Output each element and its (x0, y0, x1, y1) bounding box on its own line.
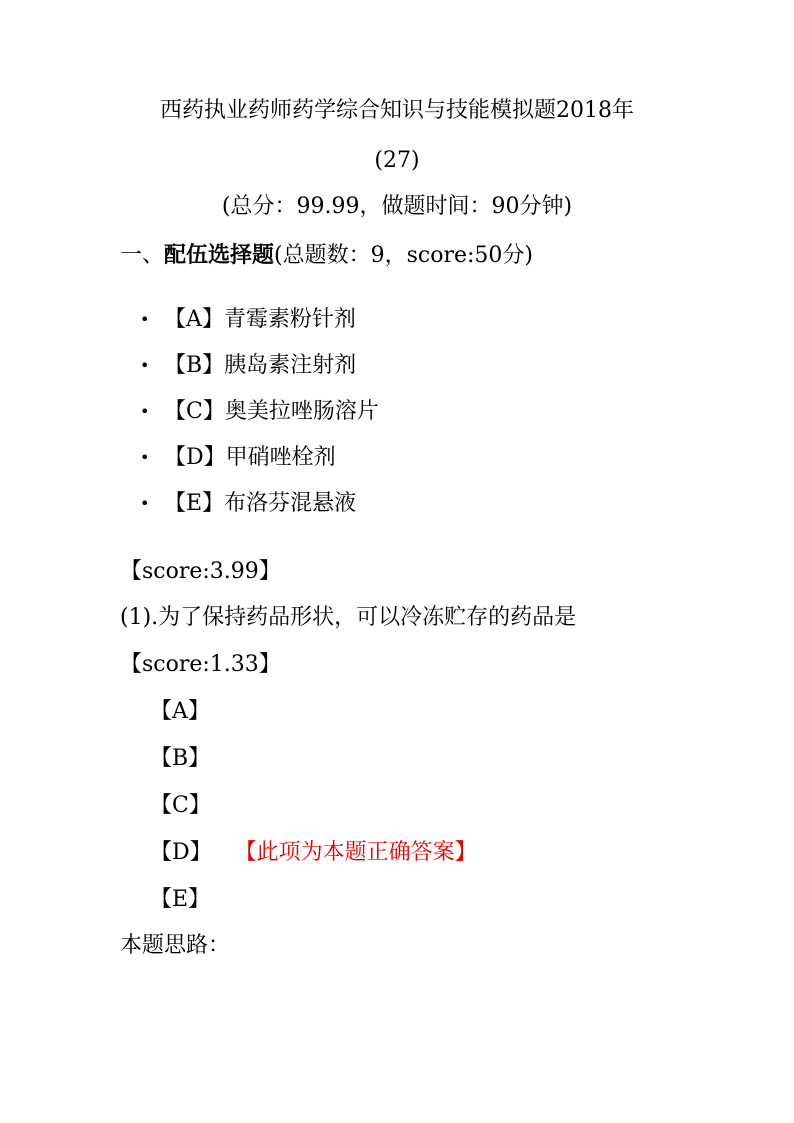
analysis-label: 本题思路： (120, 933, 231, 958)
list-item (140, 305, 379, 351)
option-label: 【B】 (164, 353, 225, 378)
answer-option-c: 【C】 (150, 793, 211, 818)
bullet-icon: • (140, 448, 150, 467)
option-text: 胰岛素注射剂 (224, 353, 357, 378)
option-label: 【A】 (164, 307, 224, 332)
section-heading (120, 240, 533, 271)
title-line-1: 西药执业药师药学综合知识与技能模拟题2018年 (160, 98, 634, 123)
title-line-2: (27) (374, 148, 420, 173)
bullet-icon: • (140, 356, 150, 375)
option-label: 【D】 (164, 445, 226, 470)
answer-option-b: 【B】 (150, 746, 211, 771)
list-item (140, 489, 379, 535)
answer-option-a: 【A】 (150, 699, 210, 724)
answer-option-d-label: 【D】 (150, 840, 212, 865)
option-text: 甲硝唑栓剂 (225, 445, 336, 470)
answer-option-e: 【E】 (150, 887, 211, 912)
list-item (140, 397, 379, 443)
option-label: 【C】 (164, 399, 225, 424)
section-info: (总题数：9，score:50分) (274, 243, 533, 268)
bullet-icon: • (140, 402, 150, 421)
correct-answer-note: 【此项为本题正确答案】 (245, 840, 477, 865)
answer-option-d (150, 838, 477, 868)
question-stem: (1).为了保持药品形状，可以冷冻贮存的药品是 (120, 605, 577, 630)
option-text: 奥美拉唑肠溶片 (224, 399, 379, 424)
question-score: 【score:1.33】 (120, 652, 281, 677)
section-prefix: 一、 (120, 243, 165, 268)
list-item (140, 443, 379, 489)
list-item (140, 351, 379, 397)
option-list (140, 305, 379, 535)
option-label: 【E】 (164, 491, 225, 516)
section-name: 配伍选择题 (164, 242, 275, 268)
bullet-icon: • (140, 494, 150, 513)
option-text: 布洛芬混悬液 (224, 491, 357, 516)
bullet-icon: • (140, 310, 150, 329)
option-text: 青霉素粉针剂 (223, 307, 356, 332)
group-score: 【score:3.99】 (120, 559, 281, 584)
exam-meta: (总分：99.99，做题时间：90分钟) (221, 194, 573, 219)
